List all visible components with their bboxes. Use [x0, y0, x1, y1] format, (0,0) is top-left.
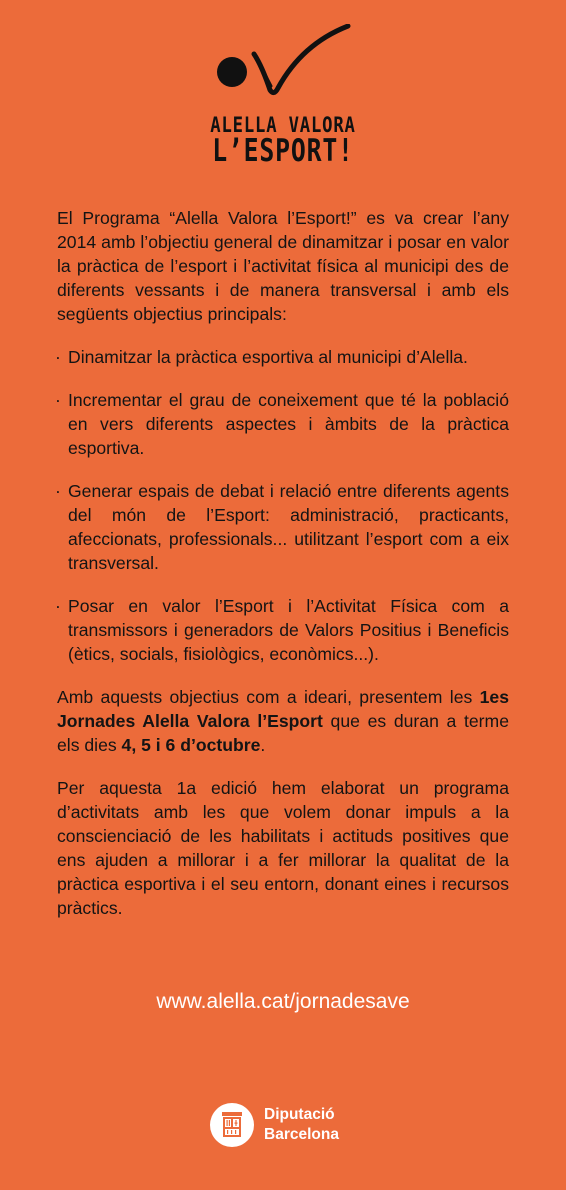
objective-text: Generar espais de debat i relació entre diferents agents del món de l’Esport: administració, practicants, afeccionats, professionals... utilitzant l’esport com a eix transversal. [68, 481, 509, 573]
event-dates: 4, 5 i 6 d’octubre [121, 735, 261, 755]
diputacio-name [264, 1105, 339, 1145]
objective-bullet-1 [57, 345, 509, 369]
bullet-marker: · [55, 596, 61, 616]
jornades-text-after: . [260, 735, 266, 755]
objective-text: Posar en valor l’Esport i l’Activitat Física com a transmissors i generadors de Valors Positius i Beneficis (ètics, socials, fisiològics, econòmics...). [68, 596, 509, 664]
main-text [57, 206, 509, 920]
jornades-text-before: Amb aquests objectius com a ideari, presentem les [57, 687, 480, 707]
diputacio-line1: Diputació [264, 1106, 335, 1123]
diputacio-seal-icon [210, 1103, 254, 1147]
objective-bullet-3 [57, 479, 509, 575]
objective-text: Dinamitzar la pràctica esportiva al municipi d’Alella. [68, 347, 468, 367]
objective-bullet-4 [57, 594, 509, 666]
diputacio-barcelona-logo [210, 1099, 370, 1149]
diputacio-line2: Barcelona [264, 1126, 339, 1143]
bullet-marker: · [55, 481, 61, 501]
ball-and-checkmark-icon [210, 24, 360, 104]
logo-title-line1: ALELLA VALORA [210, 113, 356, 137]
bullet-marker: · [55, 347, 61, 367]
objective-text: Incrementar el grau de coneixement que té la població en vers diferents aspectes i àmbits de la pràctica esportiva. [68, 390, 509, 458]
program-paragraph: Per aquesta 1a edició hem elaborat un programa d’activitats amb les que volem donar impuls a la conscienciació de les habilitats i actituds positives que ens ajuden a millorar i a fer millorar la qualitat de la pràctica esportiva i el seu entorn, donant eines i recursos pràctics. [57, 778, 509, 918]
website-link[interactable]: www.alella.cat/jornadesave [156, 990, 410, 1013]
logo [0, 18, 566, 169]
event-name: 1es Jornades Alella Valora l’Esport [57, 687, 509, 731]
bullet-marker: · [55, 390, 61, 410]
intro-paragraph: El Programa “Alella Valora l’Esport!” es va crear l’any 2014 amb l’objectiu general de dinamitzar i posar en valor la pràctica de l’esport i l’activitat física al municipi des de diferents vessants i de manera transversal i amb els següents objectius principals: [57, 208, 509, 324]
jornades-text-middle: que es duran a terme els dies [57, 711, 509, 755]
objective-bullet-2 [57, 388, 509, 460]
logo-title-line2: L’ESPORT! [212, 133, 354, 169]
jornades-paragraph [57, 685, 509, 757]
